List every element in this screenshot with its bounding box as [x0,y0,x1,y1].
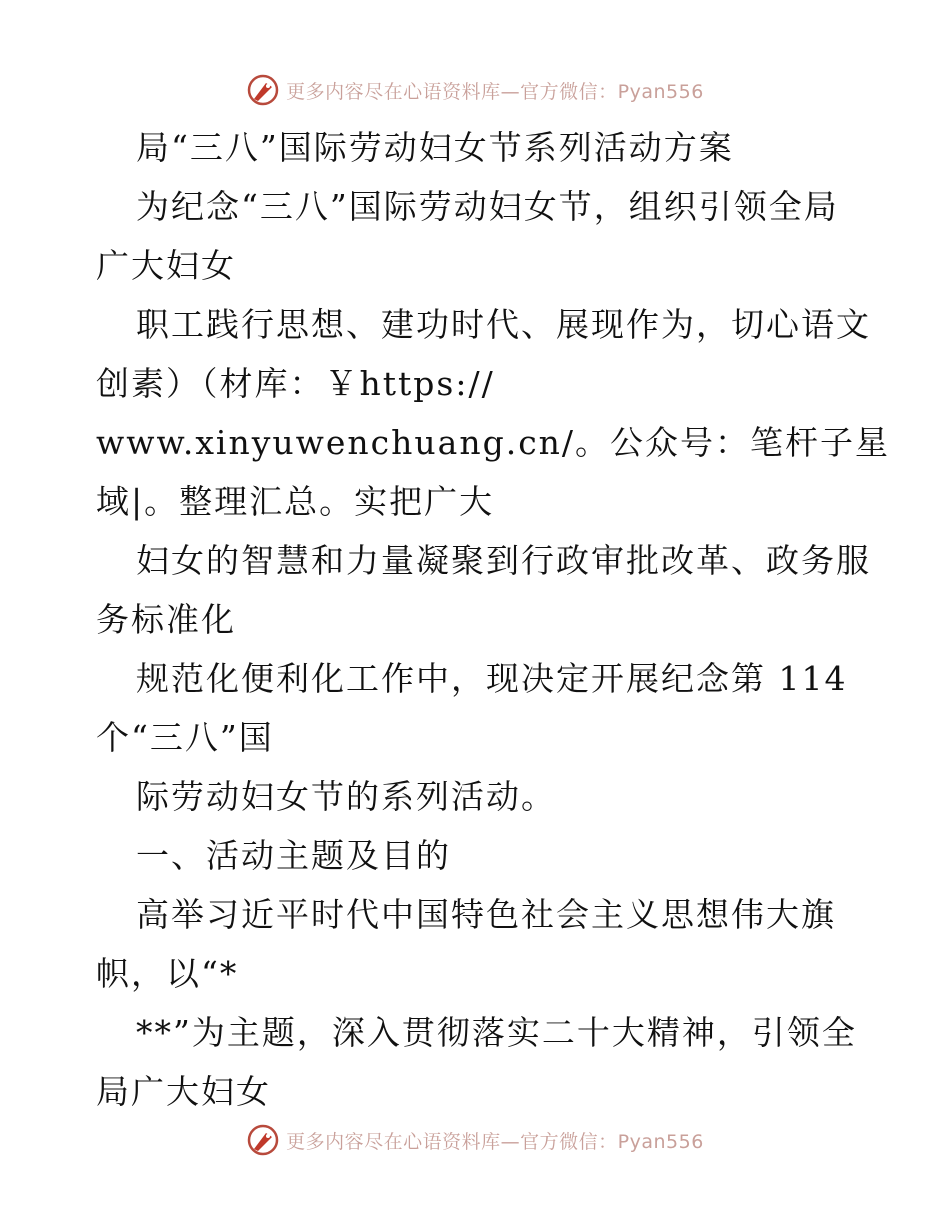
footer-banner [0,1120,950,1160]
doc-title-line: 局“三八”国际劳动妇女节系列活动方案 [136,128,734,167]
paragraph-line: 为纪念“三八”国际劳动妇女节，组织引领全局 [136,187,839,226]
paragraph-line: **”为主题，深入贯彻落实二十大精神，引领全 [136,1013,857,1052]
section-heading: 一、活动主题及目的 [136,836,451,875]
pen-nib-logo-icon [246,73,280,107]
paragraph-line: 际劳动妇女节的系列活动。 [136,777,556,816]
header-banner [0,70,950,110]
pen-nib-logo-icon [246,1123,280,1157]
header-banner-text: 更多内容尽在心语资料库—官方微信：Pyan556 [286,80,704,103]
paragraph-line: 局广大妇女 [96,1072,271,1111]
paragraph-line: 创素）（材库：￥https:// [96,364,495,403]
paragraph-line: 域|。整理汇总。实把广大 [96,482,495,521]
paragraph-line: 务标准化 [96,600,236,639]
paragraph-line: 妇女的智慧和力量凝聚到行政审批改革、政务服 [136,541,871,580]
paragraph-line: 帜，以“* [96,954,239,993]
paragraph-line: 职工践行思想、建功时代、展现作为，切心语文 [136,305,871,344]
document-body [96,118,891,1121]
paragraph-line: 规范化便利化工作中，现决定开展纪念第 114 [136,659,848,698]
paragraph-line: 个“三八”国 [96,718,274,757]
paragraph-line: www.xinyuwenchuang.cn/。公众号：笔杆子星 [96,423,891,462]
paragraph-line: 广大妇女 [96,246,236,285]
paragraph-line: 高举习近平时代中国特色社会主义思想伟大旗 [136,895,836,934]
footer-banner-text: 更多内容尽在心语资料库—官方微信：Pyan556 [286,1130,704,1153]
